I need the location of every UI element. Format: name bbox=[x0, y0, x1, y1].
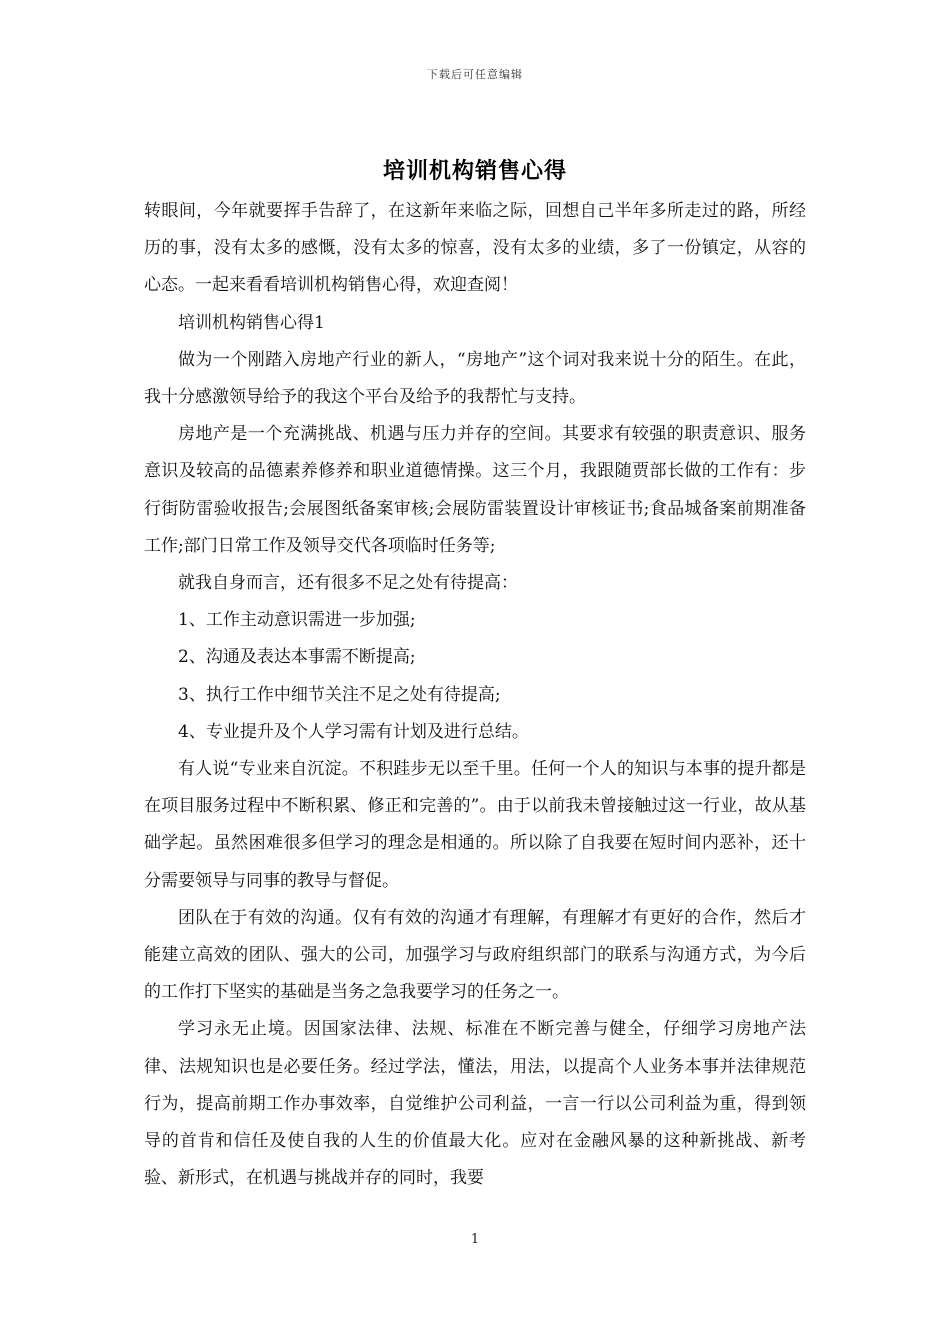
document-title: 培训机构销售心得 bbox=[382, 158, 567, 184]
list-item: 1、工作主动意识需进一步加强; bbox=[178, 610, 416, 631]
list-item: 3、执行工作中细节关注不足之处有待提高; bbox=[178, 684, 501, 705]
document-body bbox=[144, 193, 806, 1197]
page-number: 1 bbox=[470, 1232, 480, 1247]
body-paragraph: 就我自身而言，还有很多不足之处有待提高： bbox=[178, 573, 518, 594]
body-paragraph: 有人说“专业来自沉淀。不积跬步无以至千里。任何一个人的知识与本事的提升都是在项目服务过程中不断积累、修正和完善的”。由于以前我未曾接触过这一行业，故从基础学起。虽然困难很多但学习的理念是相通的。所以除了自我要在短时间内恶补，还十分需要领导与同事的教导与督促。 bbox=[144, 759, 806, 891]
list-item: 2、沟通及表达本事需不断提高; bbox=[178, 647, 416, 668]
page-header: 下载后可任意编辑 bbox=[427, 68, 523, 81]
list-item: 4、专业提升及个人学习需有计划及进行总结。 bbox=[178, 721, 529, 742]
section-heading: 培训机构销售心得1 bbox=[178, 312, 325, 333]
body-paragraph: 做为一个刚踏入房地产行业的新人，“房地产”这个词对我来说十分的陌生。在此，我十分感激领导给予的我这个平台及给予的我帮忙与支持。 bbox=[144, 349, 806, 408]
body-paragraph: 房地产是一个充满挑战、机遇与压力并存的空间。其要求有较强的职责意识、服务意识及较高的品德素养修养和职业道德情操。这三个月，我跟随贾部长做的工作有：步行街防雷验收报告;会展图纸备案审核;会展防雷装置设计审核证书;食品城备案前期准备工作;部门日常工作及领导交代各项临时任务等; bbox=[144, 424, 806, 556]
body-paragraph: 团队在于有效的沟通。仅有有效的沟通才有理解，有理解才有更好的合作，然后才能建立高效的团队、强大的公司，加强学习与政府组织部门的联系与沟通方式，为今后的工作打下坚实的基础是当务之急我要学习的任务之一。 bbox=[144, 907, 806, 1003]
body-paragraph: 学习永无止境。因国家法律、法规、标准在不断完善与健全，仔细学习房地产法律、法规知识也是必要任务。经过学法，懂法，用法，以提高个人业务本事并法律规范行为，提高前期工作办事效率，自觉维护公司利益，一言一行以公司利益为重，得到领导的首肯和信任及使自我的人生的价值最大化。应对在金融风暴的这种新挑战、新考验、新形式，在机遇与挑战并存的同时，我要 bbox=[144, 1019, 806, 1189]
intro-paragraph: 转眼间，今年就要挥手告辞了，在这新年来临之际，回想自己半年多所走过的路，所经历的事，没有太多的感慨，没有太多的惊喜，没有太多的业绩，多了一份镇定，从容的心态。一起来看看培训机构销售心得，欢迎查阅！ bbox=[144, 201, 806, 296]
